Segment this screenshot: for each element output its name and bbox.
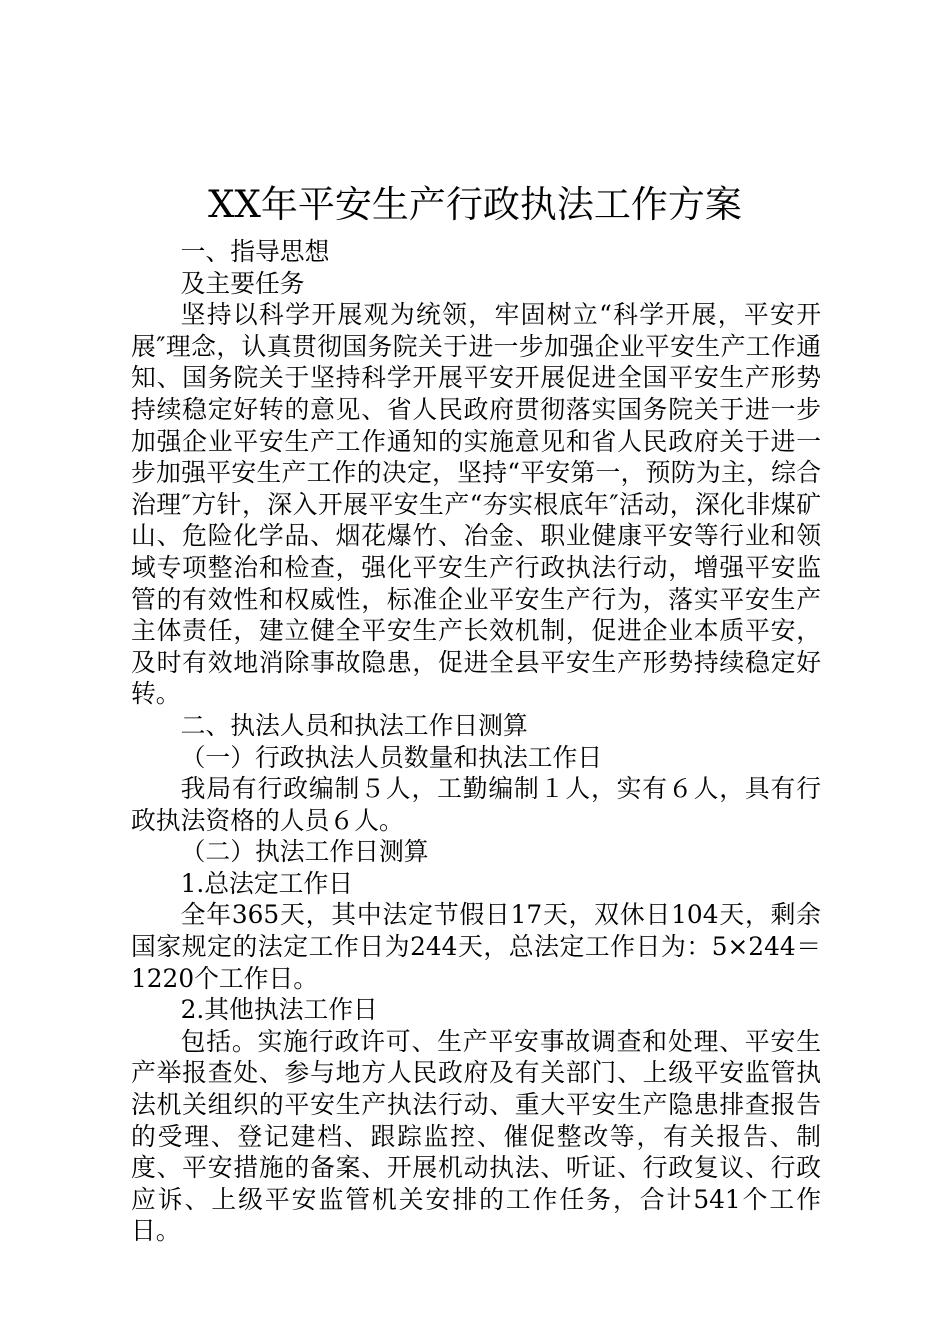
section-heading-guiding-ideology: 一、指导思想 [180,237,330,266]
subsection-heading-workday-calc: （二）执法工作日测算 [180,837,429,867]
paragraph-staff-count: 我局有行政编制５人，工勤编制１人，实有６人，具有行政执法资格的人员６人。 [131,774,821,835]
document-body [131,236,821,1247]
item-heading-other-workdays: 2.其他执法工作日 [180,995,378,1025]
section-heading-main-tasks: 及主要任务 [180,268,305,298]
document-title: XX年平安生产行政执法工作方案 [208,183,742,226]
paragraph-total-workdays: 全年365天，其中法定节假日17天，双休日104天，剩余国家规定的法定工作日为244天，总法定工作日为：5×244＝1220个工作日。 [131,900,821,993]
section-heading-personnel: 二、执法人员和执法工作日测算 [180,710,528,740]
item-heading-total-workdays: 1.总法定工作日 [180,868,354,898]
paragraph-other-workdays: 包括。实施行政许可、生产平安事故调查和处理、平安生产举报查处、参与地方人民政府及有关部门、上级平安监管执法机关组织的平安生产执法行动、重大平安生产隐患排查报告的受理、登记建档、跟踪监控、催促整改等，有关报告、制度、平安措施的备案、开展机动执法、听证、行政复议、行政应诉、上级平安监管机关安排的工作任务，合计541个工作日。 [131,1026,821,1246]
paragraph-guiding-text: 坚持以科学开展观为统领，牢固树立“科学开展，平安开展″理念，认真贯彻国务院关于进一步加强企业平安生产工作通知、国务院关于坚持科学开展平安开展促进全国平安生产形势持续稳定好转的意见、省人民政府贯彻落实国务院关于进一步加强企业平安生产工作通知的实施意见和省人民政府关于进一步加强平安生产工作的决定，坚持“平安第一，预防为主，综合治理″方针，深入开展平安生产“夯实根底年″活动，深化非煤矿山、危险化学品、烟花爆竹、冶金、职业健康平安等行业和领域专项整治和检查，强化平安生产行政执法行动，增强平安监管的有效性和权威性，标准企业平安生产行为，落实平安生产主体责任，建立健全平安生产长效机制，促进企业本质平安，及时有效地消除事故隐患，促进全县平安生产形势持续稳定好转。 [131,300,821,709]
subsection-heading-staff-count: （一）行政执法人员数量和执法工作日 [180,742,603,772]
